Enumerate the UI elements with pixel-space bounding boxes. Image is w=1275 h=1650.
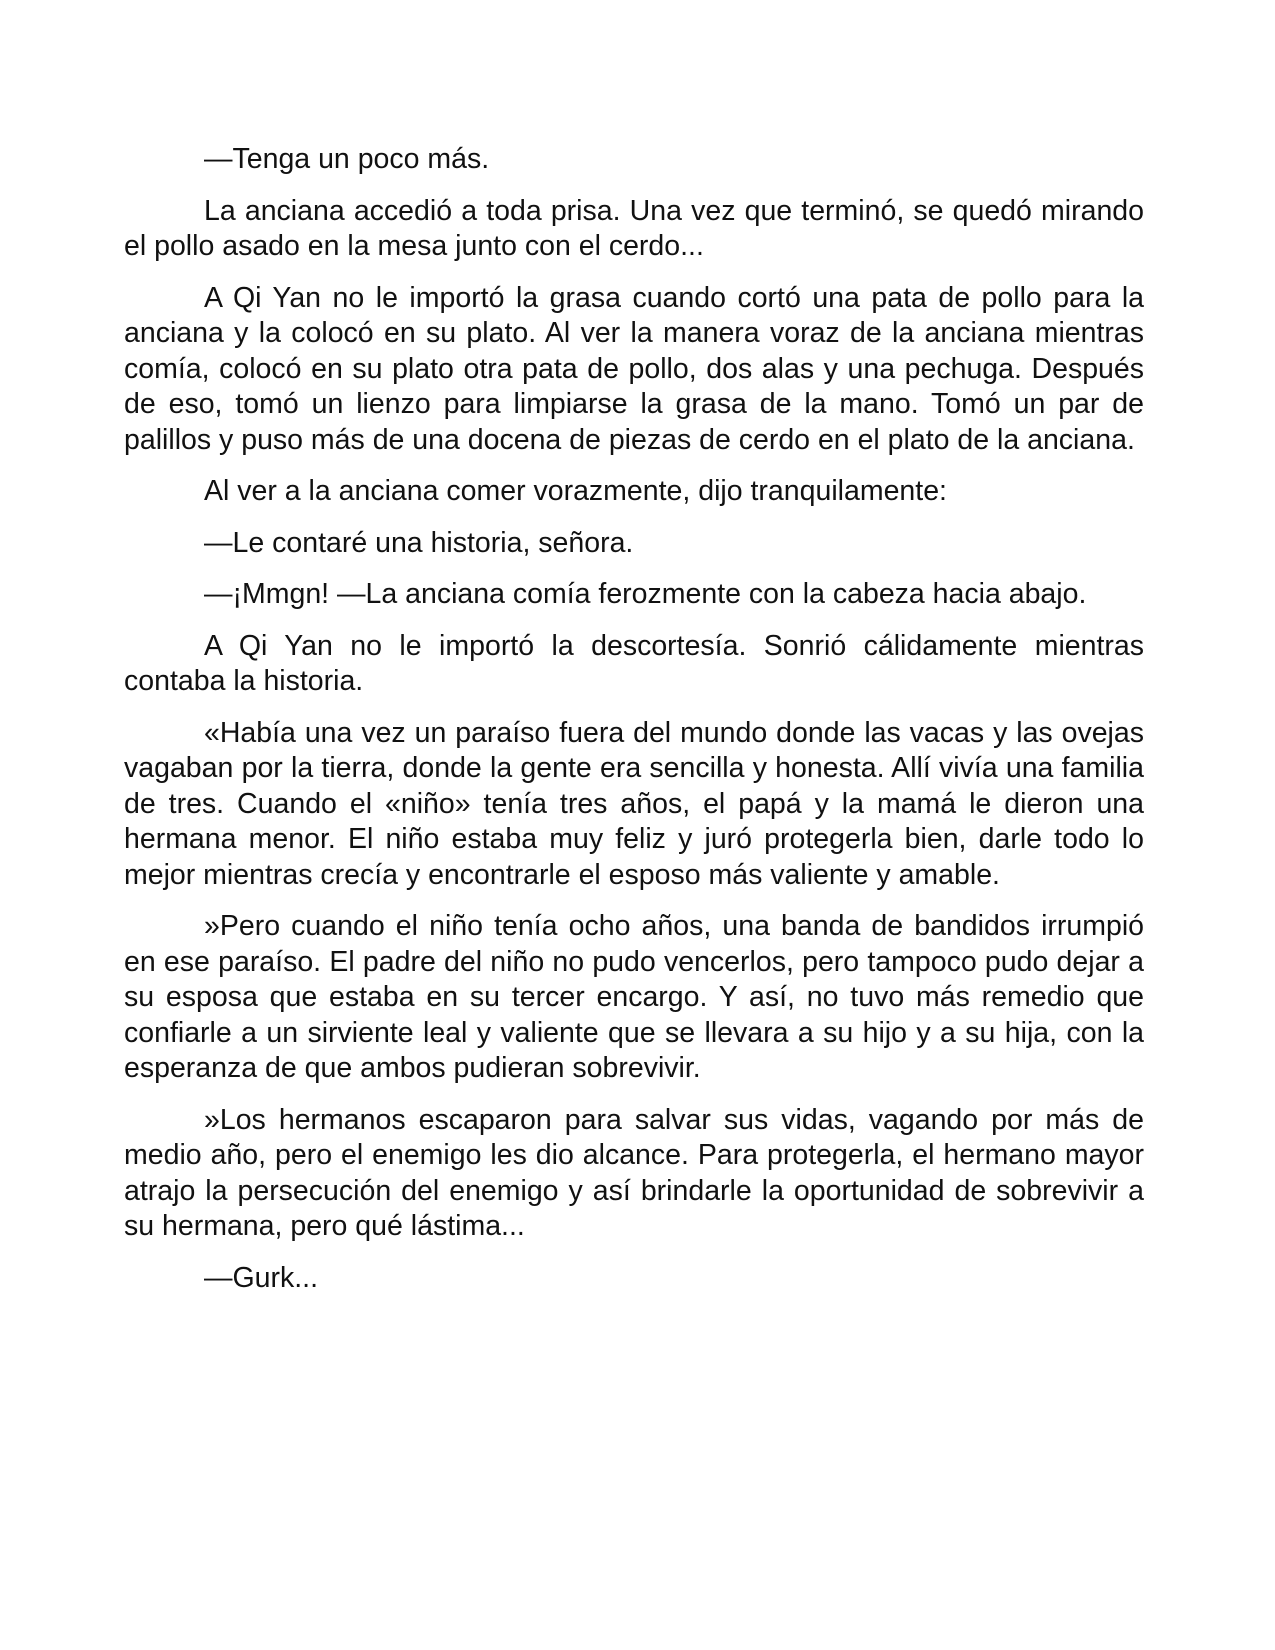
paragraph: —Gurk... bbox=[204, 1261, 319, 1294]
paragraph: A Qi Yan no le importó la grasa cuando cortó una pata de pollo para la anciana y la colocó en su plato. Al ver la manera voraz de la anciana mientras comía, colocó en su plato otra pata de pollo, dos alas y una pechuga. Después de eso, tomó un lienzo para limpiarse la grasa de la mano. Tomó un par de palillos y puso más de una docena de piezas de cerdo en el plato de la anciana. bbox=[124, 281, 1144, 456]
paragraph: «Había una vez un paraíso fuera del mundo donde las vacas y las ovejas vagaban por la tierra, donde la gente era sencilla y honesta. Allí vivía una familia de tres. Cuando el «niño» tenía tres años, el papá y la mamá le dieron una hermana menor. El niño estaba muy feliz y juró protegerla bien, darle todo lo mejor mientras crecía y encontrarle el esposo más valiente y amable. bbox=[124, 716, 1144, 891]
paragraph: Al ver a la anciana comer vorazmente, dijo tranquilamente: bbox=[204, 475, 947, 507]
paragraph: —Le contaré una historia, señora. bbox=[204, 526, 634, 559]
paragraph: »Los hermanos escaparon para salvar sus vidas, vagando por más de medio año, pero el enemigo les dio alcance. Para protegerla, el hermano mayor atrajo la persecución del enemigo y así brindarle la oportunidad de sobrevivir a su hermana, pero qué lástima... bbox=[124, 1103, 1144, 1242]
paragraph: La anciana accedió a toda prisa. Una vez que terminó, se quedó mirando el pollo asado en la mesa junto con el cerdo... bbox=[124, 194, 1144, 262]
paragraph: —Tenga un poco más. bbox=[204, 143, 490, 175]
paragraph: A Qi Yan no le importó la descortesía. Sonrió cálidamente mientras contaba la historia. bbox=[124, 629, 1144, 697]
paragraph: —¡Mmgn! —La anciana comía ferozmente con la cabeza hacia abajo. bbox=[204, 578, 1087, 610]
paragraph: »Pero cuando el niño tenía ocho años, una banda de bandidos irrumpió en ese paraíso. El padre del niño no pudo vencerlos, pero tampoco pudo dejar a su esposa que estaba en su tercer encargo. Y así, no tuvo más remedio que confiarle a un sirviente leal y valiente que se llevara a su hijo y a su hija, con la esperanza de que ambos pudieran sobrevivir. bbox=[124, 910, 1144, 1084]
document-page bbox=[124, 142, 1144, 1312]
